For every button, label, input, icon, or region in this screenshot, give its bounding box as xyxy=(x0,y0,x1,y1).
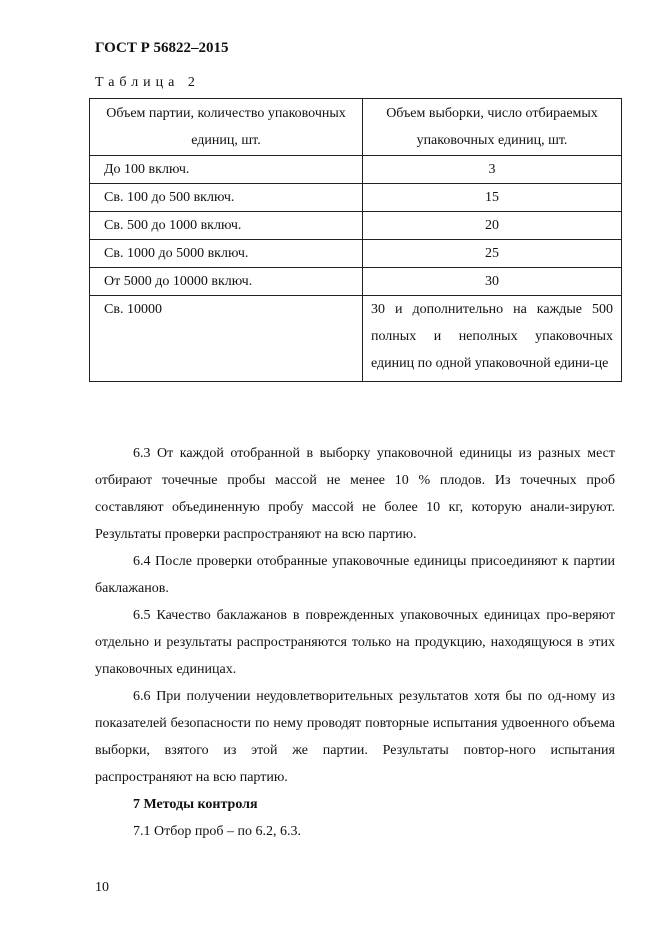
sample-size-cell: 30 и дополнительно на каждые 500 полных и неполных упаковочных единиц по одной упаковочной едини-це xyxy=(363,296,622,382)
table-caption: Таблица 2 xyxy=(95,75,200,90)
lot-size-cell: От 5000 до 10000 включ. xyxy=(90,268,363,296)
lot-size-cell: Св. 10000 xyxy=(90,296,363,382)
table-row xyxy=(90,212,622,240)
sample-size-cell: 20 xyxy=(363,212,622,240)
paragraph-7-1: 7.1 Отбор проб – по 6.2, 6.3. xyxy=(133,824,301,839)
column-header-sample-size: Объем выборки, число отбираемых упаковочных единиц, шт. xyxy=(363,99,622,156)
sample-size-cell: 30 xyxy=(363,268,622,296)
body-text xyxy=(95,440,615,845)
lot-size-cell: Св. 500 до 1000 включ. xyxy=(90,212,363,240)
table-header-row xyxy=(90,99,622,156)
table-row xyxy=(90,184,622,212)
paragraph-6-3: 6.3 От каждой отобранной в выборку упаковочной единицы из разных мест отбирают точечные пробы массой не менее 10 % плодов. Из точечных проб составляют объединенную пробу массой не более 10 кг, которую анали-зируют. Результаты проверки распространяют на всю партию. xyxy=(95,446,615,542)
sampling-table xyxy=(89,98,622,382)
lot-size-cell: Св. 100 до 500 включ. xyxy=(90,184,363,212)
paragraph-6-4: 6.4 После проверки отобранные упаковочные единицы присоединяют к партии баклажанов. xyxy=(95,554,615,596)
section-7-heading: 7 Методы контроля xyxy=(133,797,258,812)
table-row xyxy=(90,240,622,268)
paragraph-6-6: 6.6 При получении неудовлетворительных результатов хотя бы по од-ному из показателей безопасности по нему проводят повторные испытания удвоенного объема выборки, взятого из этой же партии. Результаты повтор-ного испытания распространяют на всю партию. xyxy=(95,689,615,785)
page-number: 10 xyxy=(95,880,109,895)
lot-size-cell: До 100 включ. xyxy=(90,156,363,184)
column-header-lot-size: Объем партии, количество упаковочных единиц, шт. xyxy=(90,99,363,156)
paragraph-6-5: 6.5 Качество баклажанов в поврежденных упаковочных единицах про-веряют отдельно и результаты распространяются только на продукцию, находящуюся в этих упаковочных единицах. xyxy=(95,608,615,677)
sample-size-cell: 25 xyxy=(363,240,622,268)
sample-size-cell: 3 xyxy=(363,156,622,184)
lot-size-cell: Св. 1000 до 5000 включ. xyxy=(90,240,363,268)
table-row xyxy=(90,296,622,382)
document-header: ГОСТ Р 56822–2015 xyxy=(95,40,229,56)
table-row xyxy=(90,156,622,184)
sample-size-cell: 15 xyxy=(363,184,622,212)
table-row xyxy=(90,268,622,296)
